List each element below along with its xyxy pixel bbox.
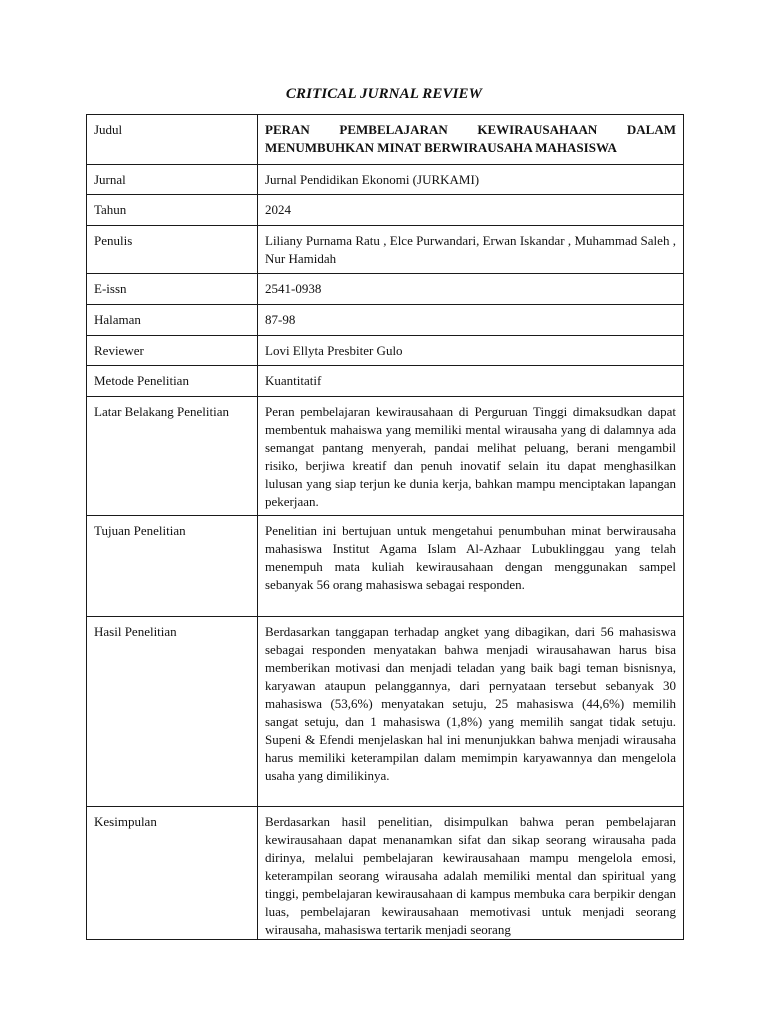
row-label: Tujuan Penelitian <box>87 516 258 617</box>
row-label: Penulis <box>87 226 258 274</box>
table-row-reviewer <box>87 336 684 366</box>
row-value: PERAN PEMBELAJARAN KEWIRAUSAHAAN DALAM MENUMBUHKAN MINAT BERWIRAUSAHA MAHASISWA <box>258 115 684 165</box>
table-row-halaman <box>87 305 684 336</box>
table-row-jurnal <box>87 165 684 195</box>
row-value: Berdasarkan tanggapan terhadap angket yang dibagikan, dari 56 mahasiswa sebagai responden menyatakan bahwa menjadi wirausahawan harus bisa memberikan motivasi dan menjadi teladan yang baik bagi teman bisnisnya, karyawan ataupun pelanggannya, dari pernyataan tersebut sebanyak 30 mahasiswa (53,6%) menyatakan setuju, 25 mahasiswa (44,6%) memilih sangat setuju, dan 1 mahasiswa (1,8%) yang memilih sangat tidak setuju. Supeni & Efendi menjelaskan hal ini menunjukkan bahwa menjadi wirausaha harus memiliki keterampilan dalam memimpin karyawannya dan mengelola usaha yang dimilikinya. <box>258 617 684 807</box>
table-row-metode-penelitian <box>87 366 684 397</box>
row-label: Latar Belakang Penelitian <box>87 397 258 516</box>
row-label: Reviewer <box>87 336 258 366</box>
row-value: Lovi Ellyta Presbiter Gulo <box>258 336 684 366</box>
table-row-penulis <box>87 226 684 274</box>
row-value: Berdasarkan hasil penelitian, disimpulkan bahwa peran pembelajaran kewirausahaan dapat menanamkan sifat dan sikap seorang wirausaha pada dirinya, melalui pembelajaran kewirausahaan mampu mengelola emosi, keterampilan seorang wirausaha adalah memiliki mental dan spiritual yang tinggi, pembelajaran kewirausahaan di kampus membuka cara berpikir dengan luas, pembelajaran kewirausahaan memotivasi untuk menjadi seorang wirausaha, mahasiswa tertarik menjadi seorang <box>258 807 684 940</box>
row-value: Kuantitatif <box>258 366 684 397</box>
row-label: Kesimpulan <box>87 807 258 940</box>
row-label: Halaman <box>87 305 258 336</box>
table-row-latar-belakang <box>87 397 684 516</box>
row-label: Jurnal <box>87 165 258 195</box>
row-value: 2024 <box>258 195 684 226</box>
page-title: CRITICAL JURNAL REVIEW <box>285 86 483 102</box>
row-value: Liliany Purnama Ratu , Elce Purwandari, Erwan Iskandar , Muhammad Saleh , Nur Hamidah <box>258 226 684 274</box>
table-row-kesimpulan <box>87 807 684 940</box>
row-label: E-issn <box>87 274 258 305</box>
table-row-judul <box>87 115 684 165</box>
table-row-tujuan-penelitian <box>87 516 684 617</box>
row-value: 2541-0938 <box>258 274 684 305</box>
review-table <box>86 114 684 940</box>
table-row-e-issn <box>87 274 684 305</box>
row-label: Metode Penelitian <box>87 366 258 397</box>
row-value: Jurnal Pendidikan Ekonomi (JURKAMI) <box>258 165 684 195</box>
row-label: Tahun <box>87 195 258 226</box>
row-value: Penelitian ini bertujuan untuk mengetahui penumbuhan minat berwirausaha mahasiswa Institut Agama Islam Al-Azhaar Lubuklinggau yang telah menempuh mata kuliah kewirausahaan dengan menggunakan sampel sebanyak 56 orang mahasiswa sebagai responden. <box>258 516 684 617</box>
row-label: Judul <box>87 115 258 165</box>
table-row-tahun <box>87 195 684 226</box>
row-label: Hasil Penelitian <box>87 617 258 807</box>
table-row-hasil-penelitian <box>87 617 684 807</box>
row-value: 87-98 <box>258 305 684 336</box>
row-value: Peran pembelajaran kewirausahaan di Perguruan Tinggi dimaksudkan dapat membentuk mahaiswa yang memiliki mental wirausaha yang di dalamnya ada semangat pantang menyerah, pandai melihat peluang, berani mengambil risiko, berjiwa kreatif dan penuh inovatif selain itu dapat menghasilkan lulusan yang siap terjun ke dunia kerja, bahkan mampu menciptakan lapangan pekerjaan. <box>258 397 684 516</box>
